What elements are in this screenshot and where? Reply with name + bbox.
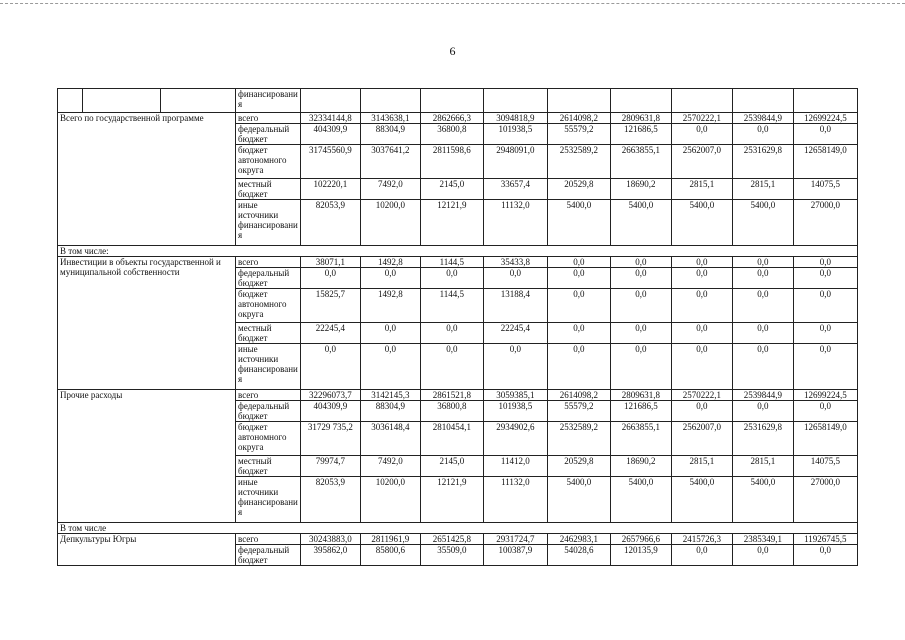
value-cell: 5400,0 (610, 200, 671, 246)
value-cell: 2415726,3 (671, 534, 732, 545)
subheading-label: В том числе (58, 523, 858, 534)
table-row (58, 534, 858, 545)
value-cell: 2532589,2 (547, 145, 610, 179)
table-cell (58, 89, 83, 113)
source-cell: местный бюджет (236, 323, 301, 344)
value-cell: 12699224,5 (793, 113, 857, 124)
value-cell: 2663855,1 (610, 145, 671, 179)
value-cell: 0,0 (793, 289, 857, 323)
program-name: Инвестиции в объекты государственной и муниципальной собственности (58, 257, 236, 390)
value-cell: 404309,9 (300, 124, 360, 145)
value-cell: 22245,4 (483, 323, 547, 344)
value-cell: 12121,9 (420, 200, 483, 246)
value-cell: 35509,0 (420, 545, 483, 566)
source-cell: местный бюджет (236, 179, 301, 200)
value-cell: 5400,0 (671, 477, 732, 523)
value-cell: 18690,2 (610, 179, 671, 200)
value-cell: 10200,0 (360, 477, 420, 523)
value-cell: 0,0 (610, 289, 671, 323)
budget-table (57, 88, 858, 566)
value-cell: 100387,9 (483, 545, 547, 566)
value-cell: 0,0 (732, 268, 793, 289)
value-cell: 7492,0 (360, 179, 420, 200)
value-cell: 0,0 (547, 323, 610, 344)
value-cell: 0,0 (610, 257, 671, 268)
value-cell: 0,0 (300, 268, 360, 289)
source-cell: всего (236, 534, 301, 545)
value-cell: 54028,6 (547, 545, 610, 566)
value-cell: 2815,1 (671, 179, 732, 200)
value-cell: 1144,5 (420, 289, 483, 323)
value-cell: 3059385,1 (483, 390, 547, 401)
value-cell: 2815,1 (732, 456, 793, 477)
source-cell: федеральный бюджет (236, 268, 301, 289)
value-cell: 3036148,4 (360, 422, 420, 456)
value-cell: 2948091,0 (483, 145, 547, 179)
program-name: Депкультуры Югры (58, 534, 236, 566)
value-cell (360, 89, 420, 113)
source-cell: местный бюджет (236, 456, 301, 477)
value-cell: 36800,8 (420, 401, 483, 422)
value-cell: 0,0 (610, 344, 671, 390)
value-cell: 2570222,1 (671, 390, 732, 401)
source-cell: иные источники финансировани я (236, 477, 301, 523)
value-cell (300, 89, 360, 113)
value-cell: 0,0 (420, 344, 483, 390)
value-cell: 5400,0 (547, 477, 610, 523)
value-cell: 11132,0 (483, 200, 547, 246)
value-cell: 0,0 (547, 268, 610, 289)
value-cell: 0,0 (671, 268, 732, 289)
value-cell: 121686,5 (610, 124, 671, 145)
value-cell (732, 89, 793, 113)
value-cell: 2462983,1 (547, 534, 610, 545)
value-cell: 2562007,0 (671, 145, 732, 179)
value-cell: 12658149,0 (793, 145, 857, 179)
value-cell: 30243883,0 (300, 534, 360, 545)
value-cell: 5400,0 (671, 200, 732, 246)
value-cell: 0,0 (793, 344, 857, 390)
value-cell: 0,0 (547, 289, 610, 323)
value-cell: 55579,2 (547, 124, 610, 145)
value-cell: 3143638,1 (360, 113, 420, 124)
value-cell: 2539844,9 (732, 113, 793, 124)
value-cell: 0,0 (671, 257, 732, 268)
value-cell: 11132,0 (483, 477, 547, 523)
value-cell: 0,0 (793, 401, 857, 422)
value-cell: 0,0 (793, 323, 857, 344)
value-cell: 3142145,3 (360, 390, 420, 401)
value-cell: 0,0 (793, 545, 857, 566)
source-cell: финансировани я (236, 89, 301, 113)
value-cell: 55579,2 (547, 401, 610, 422)
value-cell: 2651425,8 (420, 534, 483, 545)
source-cell: бюджет автономного округа (236, 422, 301, 456)
value-cell: 2811598,6 (420, 145, 483, 179)
value-cell: 0,0 (360, 323, 420, 344)
value-cell: 121686,5 (610, 401, 671, 422)
value-cell: 3037641,2 (360, 145, 420, 179)
source-cell: федеральный бюджет (236, 124, 301, 145)
table-row-subheading (58, 246, 858, 257)
value-cell: 20529,8 (547, 456, 610, 477)
table-row (58, 113, 858, 124)
value-cell: 1144,5 (420, 257, 483, 268)
value-cell: 22245,4 (300, 323, 360, 344)
table-row (58, 390, 858, 401)
value-cell: 88304,9 (360, 124, 420, 145)
value-cell: 404309,9 (300, 401, 360, 422)
table-cell (83, 89, 161, 113)
value-cell: 32296073,7 (300, 390, 360, 401)
value-cell: 27000,0 (793, 200, 857, 246)
value-cell: 5400,0 (732, 200, 793, 246)
value-cell: 5400,0 (547, 200, 610, 246)
value-cell (547, 89, 610, 113)
value-cell: 85800,6 (360, 545, 420, 566)
value-cell: 10200,0 (360, 200, 420, 246)
table-cell (161, 89, 236, 113)
value-cell: 35433,8 (483, 257, 547, 268)
value-cell: 0,0 (360, 268, 420, 289)
value-cell: 0,0 (671, 401, 732, 422)
value-cell: 2614098,2 (547, 113, 610, 124)
value-cell: 395862,0 (300, 545, 360, 566)
value-cell: 0,0 (547, 257, 610, 268)
source-cell: всего (236, 257, 301, 268)
value-cell: 0,0 (793, 268, 857, 289)
value-cell: 12121,9 (420, 477, 483, 523)
value-cell: 32334144,8 (300, 113, 360, 124)
value-cell: 0,0 (793, 257, 857, 268)
value-cell: 0,0 (732, 257, 793, 268)
value-cell: 0,0 (732, 344, 793, 390)
value-cell: 2811961,9 (360, 534, 420, 545)
program-name: Прочие расходы (58, 390, 236, 523)
value-cell: 1492,8 (360, 257, 420, 268)
value-cell: 2931724,7 (483, 534, 547, 545)
value-cell: 0,0 (610, 323, 671, 344)
value-cell: 33657,4 (483, 179, 547, 200)
value-cell (671, 89, 732, 113)
value-cell: 31729 735,2 (300, 422, 360, 456)
value-cell: 0,0 (671, 545, 732, 566)
value-cell: 2539844,9 (732, 390, 793, 401)
value-cell: 1492,8 (360, 289, 420, 323)
value-cell: 2815,1 (671, 456, 732, 477)
table-row-continuation (58, 89, 858, 113)
value-cell: 2862666,3 (420, 113, 483, 124)
value-cell: 12699224,5 (793, 390, 857, 401)
value-cell: 79974,7 (300, 456, 360, 477)
value-cell (793, 89, 857, 113)
value-cell: 2861521,8 (420, 390, 483, 401)
value-cell: 2385349,1 (732, 534, 793, 545)
value-cell: 2809631,8 (610, 390, 671, 401)
value-cell: 0,0 (732, 401, 793, 422)
value-cell: 0,0 (671, 323, 732, 344)
value-cell: 2531629,8 (732, 145, 793, 179)
value-cell: 0,0 (732, 289, 793, 323)
value-cell: 101938,5 (483, 124, 547, 145)
source-cell: иные источники финансировани я (236, 200, 301, 246)
value-cell: 7492,0 (360, 456, 420, 477)
value-cell: 2810454,1 (420, 422, 483, 456)
source-cell: федеральный бюджет (236, 545, 301, 566)
value-cell: 2145,0 (420, 179, 483, 200)
source-cell: всего (236, 113, 301, 124)
value-cell: 0,0 (732, 124, 793, 145)
source-cell: бюджет автономного округа (236, 145, 301, 179)
value-cell: 5400,0 (610, 477, 671, 523)
value-cell: 14075,5 (793, 179, 857, 200)
value-cell: 38071,1 (300, 257, 360, 268)
value-cell: 18690,2 (610, 456, 671, 477)
source-cell: всего (236, 390, 301, 401)
value-cell: 82053,9 (300, 200, 360, 246)
value-cell: 0,0 (671, 289, 732, 323)
value-cell: 27000,0 (793, 477, 857, 523)
value-cell: 0,0 (671, 344, 732, 390)
value-cell: 88304,9 (360, 401, 420, 422)
value-cell: 82053,9 (300, 477, 360, 523)
value-cell: 2809631,8 (610, 113, 671, 124)
source-cell: иные источники финансировани я (236, 344, 301, 390)
value-cell: 0,0 (360, 344, 420, 390)
value-cell: 2532589,2 (547, 422, 610, 456)
value-cell: 0,0 (420, 323, 483, 344)
value-cell: 102220,1 (300, 179, 360, 200)
value-cell: 2614098,2 (547, 390, 610, 401)
value-cell: 0,0 (671, 124, 732, 145)
subheading-label: В том числе: (58, 246, 858, 257)
source-cell: бюджет автономного округа (236, 289, 301, 323)
page-number: 6 (449, 44, 456, 58)
value-cell: 0,0 (483, 268, 547, 289)
value-cell: 2657966,6 (610, 534, 671, 545)
value-cell: 14075,5 (793, 456, 857, 477)
value-cell: 0,0 (732, 545, 793, 566)
value-cell: 120135,9 (610, 545, 671, 566)
value-cell: 11412,0 (483, 456, 547, 477)
value-cell: 0,0 (793, 124, 857, 145)
value-cell: 2570222,1 (671, 113, 732, 124)
value-cell: 0,0 (300, 344, 360, 390)
value-cell: 36800,8 (420, 124, 483, 145)
value-cell: 0,0 (610, 268, 671, 289)
value-cell: 13188,4 (483, 289, 547, 323)
scan-top-edge (0, 3, 905, 4)
value-cell: 2562007,0 (671, 422, 732, 456)
value-cell: 0,0 (420, 268, 483, 289)
value-cell: 12658149,0 (793, 422, 857, 456)
value-cell: 0,0 (732, 323, 793, 344)
value-cell: 0,0 (547, 344, 610, 390)
value-cell: 2815,1 (732, 179, 793, 200)
value-cell (483, 89, 547, 113)
value-cell: 11926745,5 (793, 534, 857, 545)
value-cell (610, 89, 671, 113)
value-cell: 2934902,6 (483, 422, 547, 456)
value-cell: 2531629,8 (732, 422, 793, 456)
value-cell: 3094818,9 (483, 113, 547, 124)
program-name: Всего по государственной программе (58, 113, 236, 246)
table-row (58, 257, 858, 268)
value-cell: 15825,7 (300, 289, 360, 323)
value-cell: 0,0 (483, 344, 547, 390)
value-cell: 20529,8 (547, 179, 610, 200)
value-cell: 2663855,1 (610, 422, 671, 456)
value-cell: 5400,0 (732, 477, 793, 523)
source-cell: федеральный бюджет (236, 401, 301, 422)
table-row-subheading (58, 523, 858, 534)
value-cell: 31745560,9 (300, 145, 360, 179)
value-cell: 2145,0 (420, 456, 483, 477)
value-cell (420, 89, 483, 113)
value-cell: 101938,5 (483, 401, 547, 422)
